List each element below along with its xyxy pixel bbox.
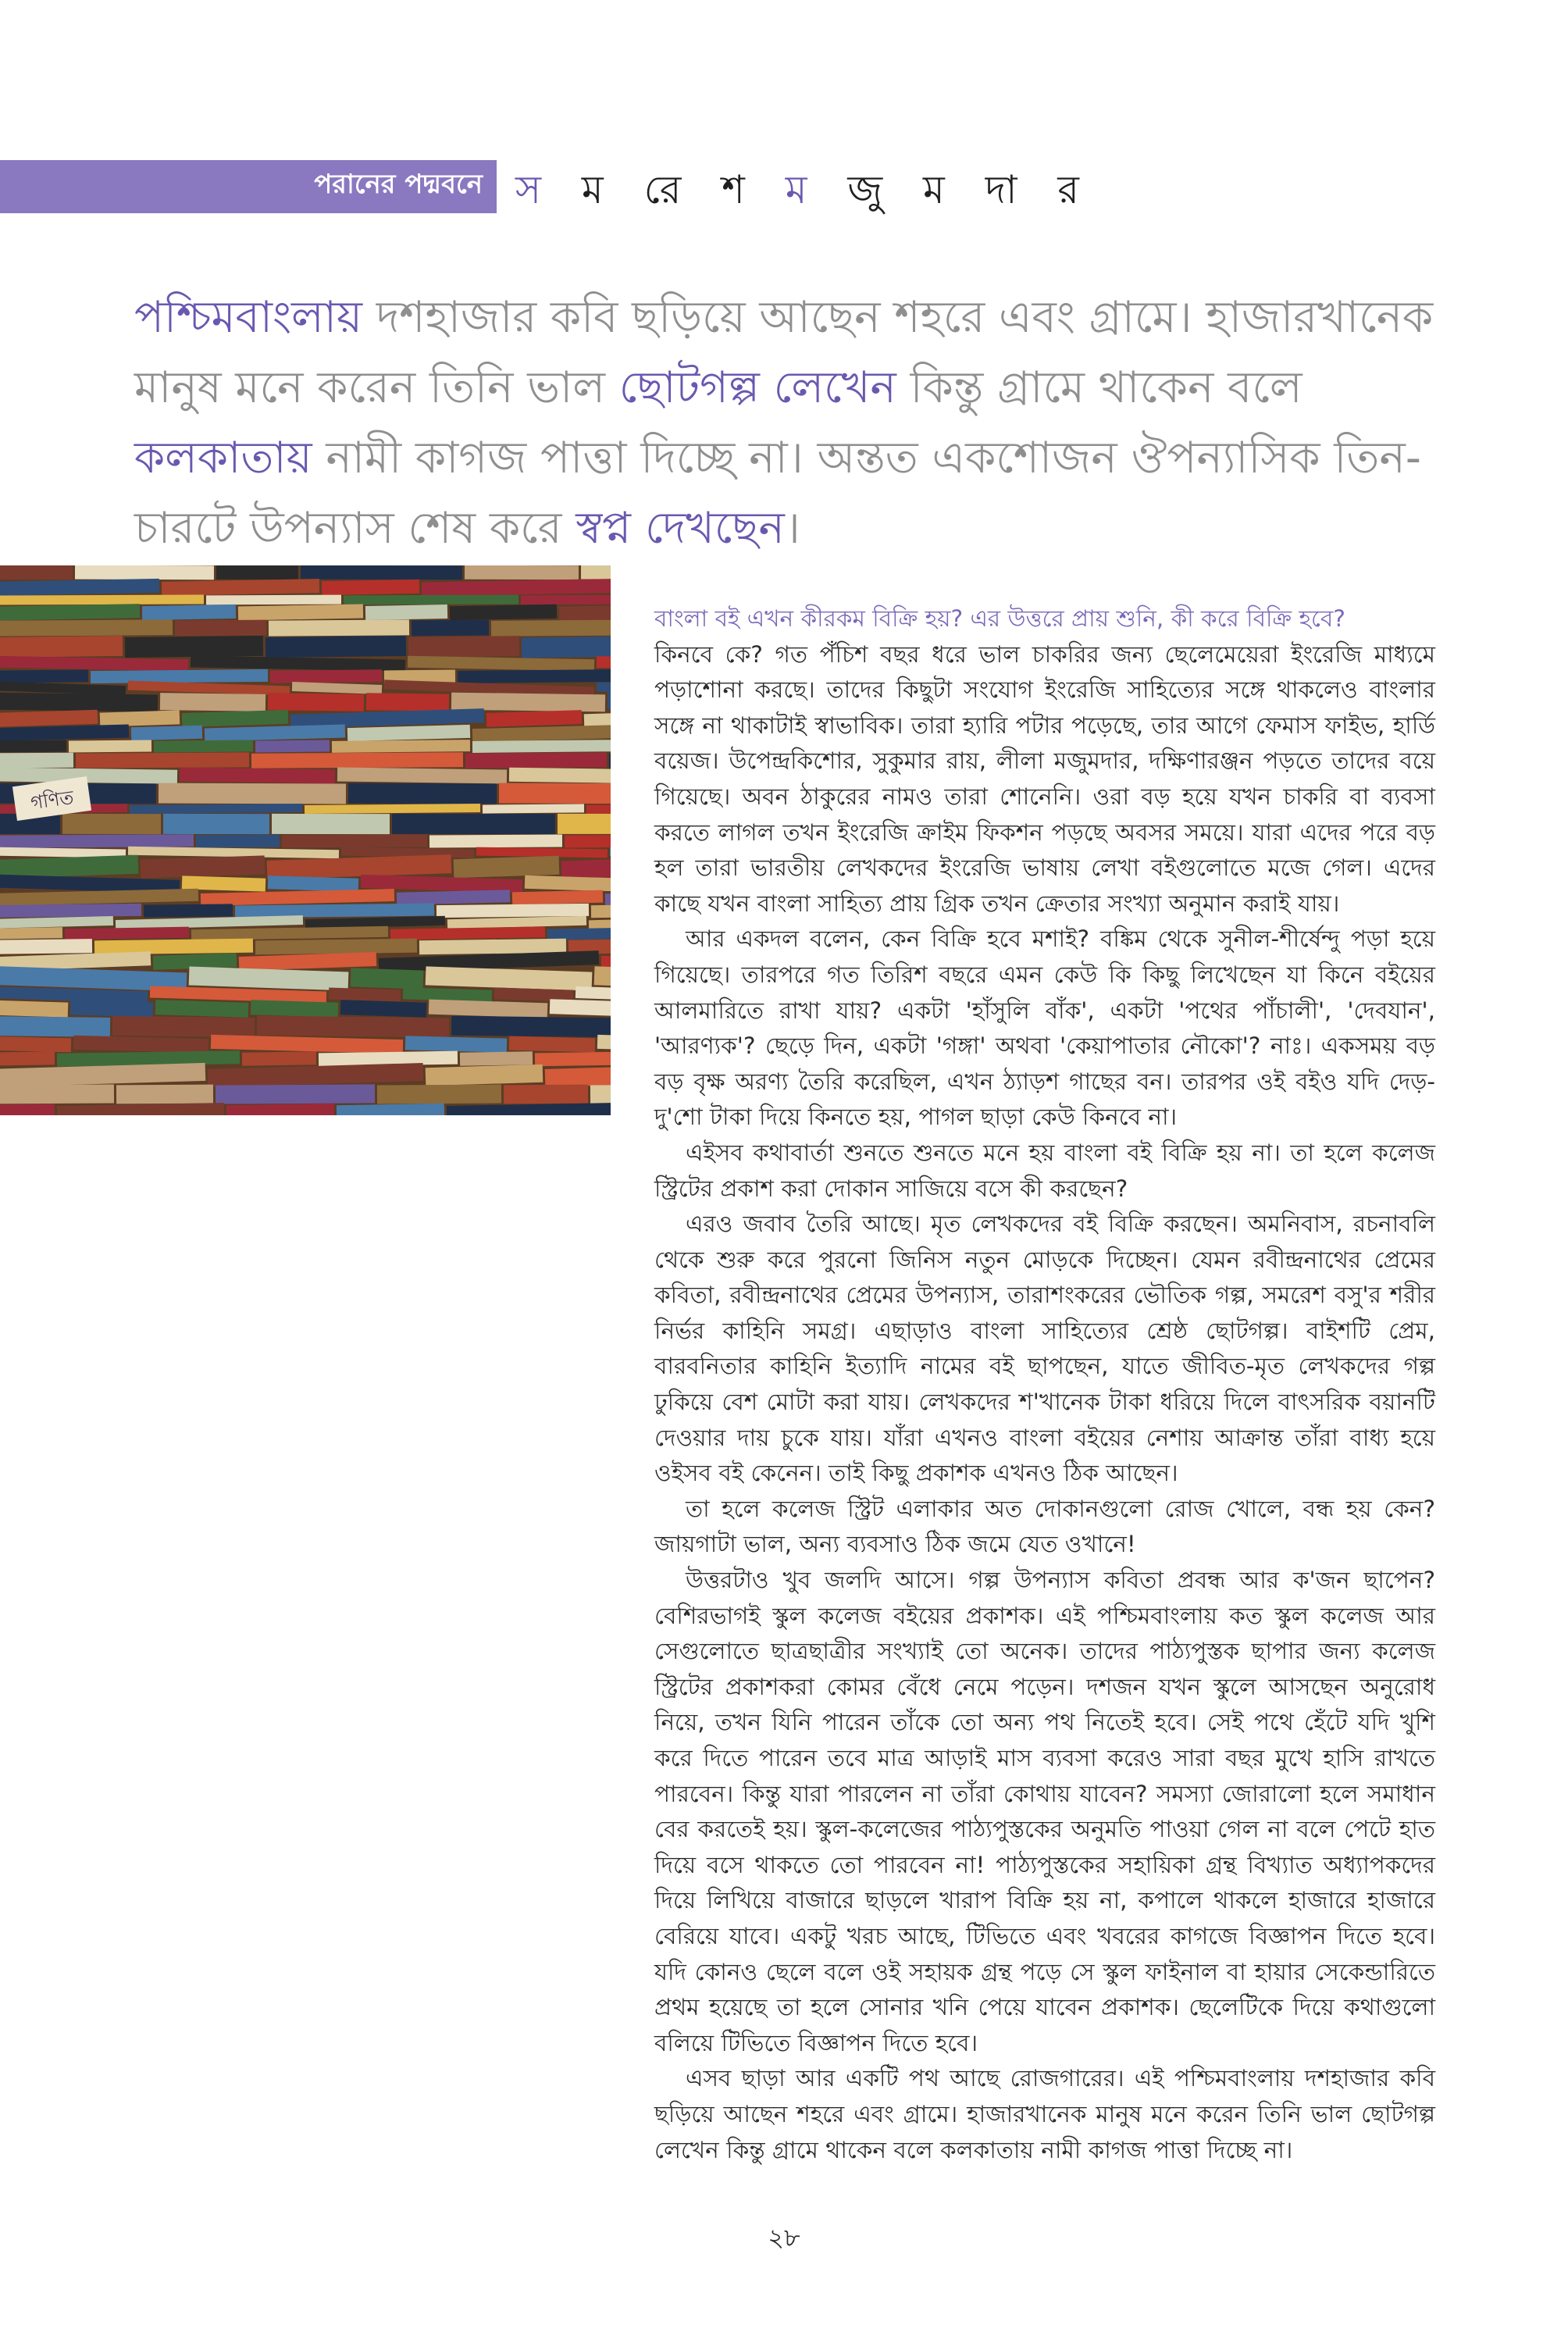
book-spine: [0, 1000, 68, 1017]
book-spine: [509, 768, 611, 784]
article-body: [654, 601, 1435, 2168]
pull-quote-highlight-2: ছোটগল্প লেখেন: [618, 362, 896, 413]
book-spine: [586, 804, 611, 813]
book-spine: [269, 619, 409, 636]
book-spine: [465, 565, 579, 579]
book-spine: [305, 804, 480, 814]
book-spine: [76, 752, 249, 768]
book-spine: [377, 1085, 501, 1104]
pull-quote-text-4: ।: [784, 503, 800, 554]
book-spine: [216, 1084, 375, 1104]
article-paragraph: উত্তরটাও খুব জলদি আসে। গল্প উপন্যাস কবিতা প্রবন্ধ আর ক'জন ছাপেন? বেশিরভাগই স্কুল কলেজ বইয়ের প্রকাশক। এই পশ্চিমবাংলায় কত স্কুল কলেজ আর সেগুলোতে ছাত্রছাত্রীর সংখ্যাই তো অনেক। তাদের পাঠ্যপুস্তক ছাপার জন্য কলেজ স্ট্রিটের প্রকাশকরা কোমর বেঁধে নেমে পড়েন। দশজন যখন স্কুলে আসছেন অনুরোধ নিয়ে, তখন যিনি পারেন তাঁকে তো অন্য পথ নিতেই হবে। সেই পথে হেঁটে যদি খুশি করে দিতে পারেন তবে মাত্র আড়াই মাস ব্যবসা করেও সারা বছর মুখে হাসি রাখতে পারবেন। কিন্তু যারা পারলেন না তাঁরা কোথায় যাবেন? সমস্যা জোরালো হলে সমাধান বের করতেই হয়। স্কুল-কলেজের পাঠ্যপুস্তকের অনুমতি পাওয়া গেল না বলে পেটে হাত দিয়ে বসে থাকতে তো পারবেন না! পাঠ্যপুস্তকের সহায়িকা গ্রন্থ বিখ্যাত অধ্যাপকদের দিয়ে লিখিয়ে বাজারে ছাড়লে খারাপ বিক্রি হয় না, কপালে থাকলে হাজারে হাজারে বেরিয়ে যাবে। একটু খরচ আছে, টিভিতে এবং খবরের কাগজে বিজ্ঞাপন দিতে হবে। যদি কোনও ছেলে বলে ওই সহায়ক গ্রন্থ পড়ে সে স্কুল ফাইনাল বা হায়ার সেকেন্ডারিতে প্রথম হয়েছে তা হলে সোনার খনি পেয়ে যাবেন প্রকাশক। ছেলেটিকে দিয়ে কথাগুলো বলিয়ে টিভিতে বিজ্ঞাপন দিতে হবে।: [654, 1567, 1435, 2056]
article-paragraph: এসব ছাড়া আর একটি পথ আছে রোজগারের। এই পশ্চিমবাংলায় দশহাজার কবি ছড়িয়ে আছেন শহরে এবং গ্রামে। হাজারখানেক মানুষ মনে করেন তিনি ভাল ছোটগল্প লেখেন কিন্তু গ্রামে থাকেন বলে কলকাতায় নামী কাগজ পাত্তা দিচ্ছে না।: [654, 2065, 1435, 2163]
book-stack-illustration: [0, 565, 611, 1115]
book-spine: [590, 1085, 611, 1104]
book-spine: [175, 620, 266, 637]
book-spine: [75, 565, 214, 579]
book-spine: [272, 814, 390, 834]
book-spine: [591, 904, 611, 918]
pull-quote-highlight-4: স্বপ্ন দেখছেন: [576, 503, 785, 554]
book-spine: [392, 814, 555, 834]
book-spine: [180, 768, 335, 784]
pull-quote-highlight-1: পশ্চিমবাংলায়: [134, 292, 363, 343]
pull-quote-text-2: কিন্তু গ্রামে থাকেন বলে: [896, 362, 1303, 413]
book-spine: [255, 740, 330, 753]
book-spine: [216, 565, 298, 579]
book-spine: [437, 904, 589, 918]
book-spine: [454, 856, 560, 878]
book-spine: [270, 669, 382, 683]
book-spine: [0, 1104, 55, 1115]
book-spine: [0, 565, 73, 579]
book-spine: [558, 814, 611, 834]
pull-quote-text-3: নামী কাগজ পাত্তা দিচ্ছে না। অন্তত একশোজন ঔপন্যাসিক তিন-চারটে উপন্যাস শেষ করে: [134, 433, 1422, 554]
book-spine: [160, 693, 265, 711]
book-spine: [581, 565, 611, 579]
book-spine: [162, 579, 319, 596]
book-spine: [0, 939, 92, 954]
book-spine: [301, 565, 462, 579]
article-paragraph: তা হলে কলেজ স্ট্রিট এলাকার অত দোকানগুলো রোজ খোলে, বন্ধ হয় কেন? জায়গাটা ভাল, অন্য ব্যবসাও ঠিক জমে যেত ওখানে!: [654, 1495, 1435, 1558]
pull-quote: [134, 283, 1462, 564]
book-spine: [100, 710, 180, 726]
book-spine: [337, 767, 507, 783]
article-paragraph: এইসব কথাবার্তা শুনতে শুনতে মনে হয় বাংলা বই বিক্রি হয় না। তা হলে কলেজ স্ট্রিটের প্রকাশ করা দোকান সাজিয়ে বসে কী করছেন?: [654, 1139, 1435, 1202]
book-spine: [116, 1085, 213, 1104]
book-spine: [70, 1000, 154, 1017]
book-spine: [486, 710, 583, 727]
book-spine: [348, 783, 497, 804]
book-spine: [426, 1064, 543, 1086]
book-spine: [0, 834, 194, 848]
book-spine: [0, 619, 173, 637]
book-spine: [609, 752, 611, 768]
book-spine: [159, 783, 346, 804]
book-spine: [144, 904, 233, 917]
book-spine: [235, 904, 434, 918]
book-spine: [522, 636, 611, 658]
book-spine: [155, 1000, 249, 1018]
book-spine: [0, 594, 204, 604]
book-spine: [509, 1036, 595, 1053]
book-spine: [366, 693, 449, 711]
book-spine: [337, 1104, 444, 1115]
book-spine: [268, 875, 358, 892]
book-spine: [0, 740, 66, 752]
book-spine: [251, 1000, 339, 1017]
book-spine: [238, 604, 363, 621]
book-spine: [0, 1036, 71, 1053]
book-spine: [535, 1051, 611, 1067]
book-spine: [419, 939, 566, 954]
book-spine: [0, 927, 62, 940]
book-spine: [0, 1085, 114, 1104]
book-spine: [131, 726, 202, 740]
column-header-band: [0, 160, 497, 213]
book-spine: [57, 1050, 240, 1067]
pull-quote-text-1: দশহাজার কবি ছড়িয়ে আছেন শহরে এবং গ্রামে। হাজারখানেক মানুষ মনে করেন তিনি ভাল: [134, 292, 1434, 413]
book-spine: [0, 753, 73, 768]
author-first-rest: ম রে শ: [555, 167, 786, 212]
book-spine: [344, 595, 519, 605]
book-spine: [142, 604, 236, 620]
book-spine: [62, 814, 161, 834]
book-spine: [332, 740, 470, 753]
article-lede: বাংলা বই এখন কীরকম বিক্রি হয়? এর উত্তরে প্রায় শুনি, কী করে বিক্রি হবে?: [654, 605, 1345, 632]
book-spine: [196, 835, 280, 848]
book-spine: [94, 939, 253, 955]
book-spine: [69, 740, 151, 752]
page-number: ২৮: [768, 2223, 800, 2252]
book-spine: [0, 604, 140, 621]
book-spine: [491, 619, 611, 637]
book-spine: [608, 692, 611, 712]
article-paragraph: কিনবে কে? গত পঁচিশ বছর ধরে ভাল চাকরির জন্য ছেলেমেয়েরা ইংরেজি মাধ্যমে পড়াশোনা করছে। তাদের কিছুটা সংযোগ ইংরেজি সাহিত্যের সঙ্গে থাকলেও বাংলার সঙ্গে না থাকাটাই স্বাভাবিক। তারা হ্যারি পটার পড়েছে, তার আগে ফেমাস ফাইভ, হার্ডি বয়েজ। উপেন্দ্রকিশোর, সুকুমার রায়, লীলা মজুমদার, দক্ষিণারঞ্জন পড়তে তাদের বয়ে গিয়েছে। অবন ঠাকুরের নামও তারা শোনেনি। ওরা বড় হয়ে যখন চাকরি বা ব্যবসা করতে লাগল তখন ইংরেজি ক্রাইম ফিকশন পড়ছে অবসর সময়ে। যারা এদের পরে বড় হল তারা ভারতীয় লেখকদের ইংরেজি ভাষায় লেখা বইগুলোতে মজে গেল। এদের কাছে যখন বাংলা সাহিত্য প্রায় গ্রিক তখন ক্রেতার সংখ্যা অনুমান করাই যায়।: [654, 640, 1435, 917]
book-spine: [0, 904, 141, 918]
author-last-initial: ম: [785, 167, 821, 212]
book-spine: [512, 890, 603, 905]
book-spine: [257, 1016, 449, 1038]
book-spine: [458, 669, 611, 683]
spine-label: গণিত: [29, 786, 76, 815]
book-spine: [242, 1051, 316, 1065]
book-spine: [329, 988, 401, 1002]
author-name: [515, 161, 1093, 226]
book-spine: [340, 1000, 427, 1017]
book-spine: [255, 939, 417, 955]
book-spine: [226, 1104, 334, 1115]
book-spine: [408, 636, 519, 658]
book-spine: [322, 579, 419, 595]
book-spine: [154, 740, 253, 752]
book-spine: [365, 604, 447, 620]
book-spine: [125, 636, 263, 658]
article-paragraph: আর একদল বলেন, কেন বিক্রি হবে মশাই? বঙ্কিম থেকে সুনীল-শীর্ষেন্দু পড়া হয়ে গিয়েছে। তারপরে গত তিরিশ বছরে এমন কেউ কি কিছু লিখেছেন যা কিনে বইয়ের আলমারিতে রাখা যায়? একটা 'হাঁসুলি বাঁক', একটা 'পথের পাঁচালী', 'দেবযান', 'আরণ্যক'? ছেড়ে দিন, একটা 'গঙ্গা' অথবা 'কেয়াপাতার নৌকো'? নাঃ। একসময় বড় বড় বৃক্ষ অরণ্য তৈরি করেছিল, এখন ঠ্যাড়শ গাছের বন। তারপর ওই বইও যদি দেড়-দু'শো টাকা দিয়ে কিনতে হয়, পাগল ছাড়া কেউ কিনবে না।: [654, 925, 1435, 1131]
book-spine: [0, 767, 177, 783]
book-spine: [351, 968, 424, 989]
book-spine: [65, 927, 189, 940]
book-spine: [282, 834, 427, 847]
book-spine: [268, 693, 364, 711]
book-spine: [251, 752, 463, 768]
book-spine: [472, 740, 611, 753]
book-spine: [130, 804, 302, 814]
book-spine: [465, 753, 607, 768]
book-spine: [412, 620, 489, 637]
book-spine: [460, 1051, 533, 1065]
book-spine: [504, 1085, 588, 1104]
article-paragraph: এরও জবাব তৈরি আছে। মৃত লেখকদের বই বিক্রি করছেন। অমনিবাস, রচনাবলি থেকে শুরু করে পুরনো জিনিস নতুন মোড়কে দিচ্ছেন। যেমন রবীন্দ্রনাথের প্রেমের কবিতা, রবীন্দ্রনাথের প্রেমের উপন্যাস, তারাশংকরের ভৌতিক গল্প, সমরেশ বসু'র শরীর নির্ভর কাহিনি সমগ্র। এছাড়াও বাংলা সাহিত্যের শ্রেষ্ঠ ছোটগল্প। বাইশটি প্রেম, বারবনিতার কাহিনি ইত্যাদি নামের বই ছাপছেন, যাতে জীবিত-মৃত লেখকদের গল্প ঢুকিয়ে বেশ মোটা করা যায়। লেখকদের শ'খানেক টাকা ধরিয়ে দিলে বাৎসরিক বয়ানটি দেওয়ার দায় চুকে যায়। যাঁরা এখনও বাংলা বইয়ের নেশায় আক্রান্ত তাঁরা বাধ্য হয়ে ওইসব বই কেনেন। তাই কিছু প্রকাশক এখনও ঠিক আছেন।: [654, 1211, 1435, 1487]
pull-quote-highlight-3: কলকাতায়: [134, 433, 312, 483]
book-spine: [429, 835, 562, 848]
author-first-initial: স: [515, 167, 556, 212]
book-spine: [483, 804, 584, 813]
book-spine: [0, 1051, 55, 1065]
book-spine: [565, 835, 611, 848]
book-spines: [0, 565, 611, 1115]
book-spine: [0, 636, 123, 658]
book-spine: [91, 669, 268, 683]
book-spine: [405, 1036, 507, 1052]
book-spine: [0, 669, 88, 683]
book-spine: [450, 604, 557, 621]
book-spine: [0, 692, 158, 711]
book-spine: [112, 1016, 255, 1037]
book-spine: [163, 814, 269, 834]
author-last-rest: জু ম দা র: [821, 167, 1093, 212]
book-spine: [0, 1016, 110, 1037]
book-spine: [206, 595, 341, 605]
column-name: পরানের পদ্মবনে: [314, 169, 483, 200]
book-stack-photo: [0, 565, 611, 1115]
book-spine: [451, 1016, 611, 1038]
book-spine: [499, 783, 611, 804]
book-spine: [521, 595, 611, 604]
book-spine: [265, 636, 406, 658]
